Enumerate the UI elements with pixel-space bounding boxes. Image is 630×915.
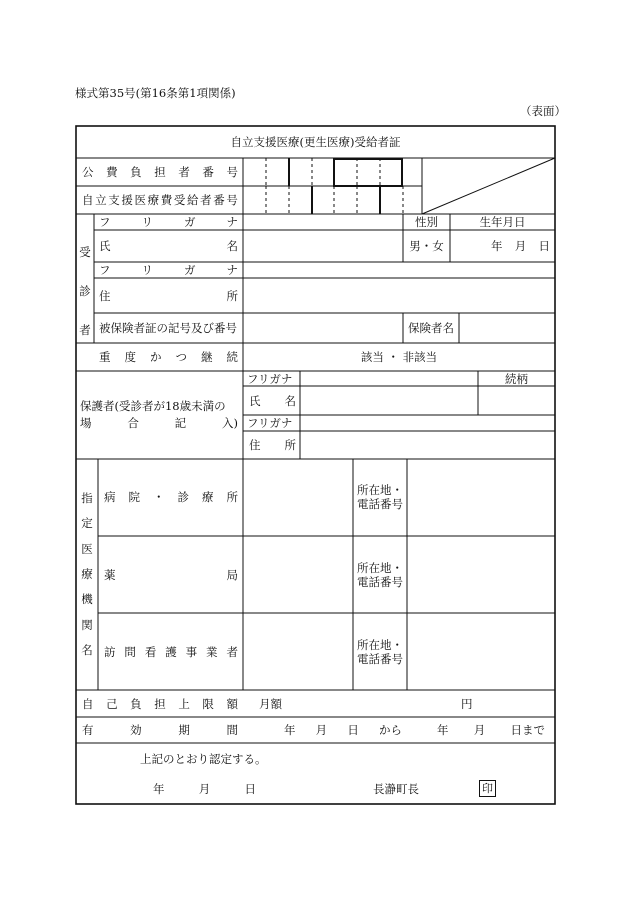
payer-number-label: 公 費 負 担 者 番 号 <box>82 165 238 179</box>
guardian-label-line2: 場 合 記 入) <box>80 416 238 430</box>
valid-period-label: 有 効 期 間 <box>82 723 238 737</box>
guardian-label-line1: 保護者(受診者が18歳未満の <box>80 399 226 413</box>
guardian-address-furigana-label: フリガナ <box>247 416 293 430</box>
certification-text: 上記のとおり認定する。 <box>140 752 267 766</box>
certificate-title: 自立支援医療(更生医療)受給者証 <box>230 135 401 149</box>
gender-label: 性別 <box>415 215 438 229</box>
guardian-furigana-label: フリガナ <box>247 372 293 386</box>
yen-label: 円 <box>461 697 473 711</box>
valid-from[interactable]: 年 月 日 から <box>284 723 402 737</box>
institution-group-label: 指 定 医 療 機 関 名 <box>81 491 93 657</box>
form-side-label: （表面） <box>520 104 566 118</box>
insured-card-label: 被保険者証の記号及び番号 <box>99 321 237 335</box>
issuer-name: 長瀞町長 <box>373 782 419 796</box>
patient-furigana-label: フ リ ガ ナ <box>99 215 238 229</box>
guardian-name-label: 氏 名 <box>249 394 296 408</box>
patient-group-label: 受 診 者 <box>79 245 91 337</box>
patient-name-label: 氏 名 <box>99 239 238 253</box>
nursing-label: 訪 問 看 護 事 業 者 <box>104 645 238 659</box>
patient-address-furigana-label: フ リ ガ ナ <box>99 263 238 277</box>
pharmacy-label: 薬 局 <box>104 568 238 582</box>
hospital-location-label: 所在地・ 電話番号 <box>357 483 403 511</box>
pharmacy-location-label: 所在地・ 電話番号 <box>357 561 403 589</box>
severe-continuous-label: 重 度 か つ 継 続 <box>99 350 238 364</box>
seal-mark: 印 <box>479 780 496 797</box>
copay-limit-label: 自 己 負 担 上 限 額 <box>82 697 238 711</box>
patient-address-label: 住 所 <box>99 289 238 303</box>
dob-label: 生年月日 <box>479 215 526 229</box>
form-number: 様式第35号(第16条第1項関係) <box>75 86 236 100</box>
insurer-name-label: 保険者名 <box>408 321 454 335</box>
guardian-relation-label: 続柄 <box>505 372 528 386</box>
valid-to[interactable]: 年 月 日まで <box>437 723 545 737</box>
gender-value[interactable]: 男・女 <box>409 239 444 253</box>
guardian-address-label: 住 所 <box>249 438 296 452</box>
monthly-label: 月額 <box>259 697 282 711</box>
certification-date[interactable]: 年 月 日 <box>153 782 256 796</box>
severe-continuous-value[interactable]: 該当 ・ 非該当 <box>360 350 438 364</box>
nursing-location-label: 所在地・ 電話番号 <box>357 638 403 666</box>
hospital-label: 病 院 ・ 診 療 所 <box>104 490 238 504</box>
recipient-number-label: 自 立 支 援 医 療 費 受 給 者 番 号 <box>82 193 238 207</box>
dob-value[interactable]: 年 月 日 <box>491 239 550 253</box>
